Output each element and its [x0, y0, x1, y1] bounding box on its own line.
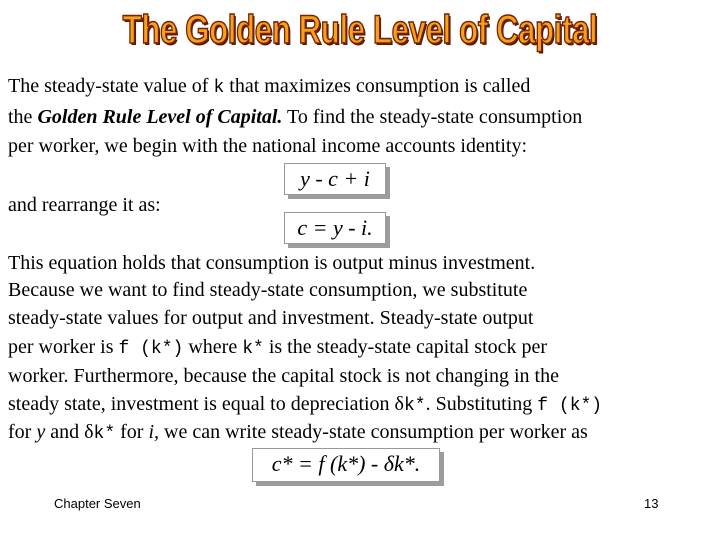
- math-fk: f (k*): [118, 339, 184, 359]
- math-y: y: [36, 421, 46, 443]
- text-span: for: [8, 421, 37, 443]
- text-span: is the steady-state capital stock per: [263, 336, 548, 358]
- equation-identity: y - c + i: [284, 163, 386, 195]
- text-span: the: [8, 106, 38, 128]
- text-span: . Substituting: [425, 393, 538, 415]
- math-i: i,: [148, 421, 160, 443]
- math-k: k*: [242, 339, 264, 359]
- math-k: k: [213, 78, 225, 98]
- body-line: per worker, we begin with the national income accounts identity:: [8, 135, 528, 157]
- body-line: [8, 335, 547, 361]
- equation-golden-rule: c* = f (k*) - δk*.: [252, 448, 440, 482]
- body-line: steady-state values for output and investment. Steady-state output: [8, 307, 534, 329]
- math-k: k*: [403, 396, 426, 416]
- body-line: [8, 74, 530, 100]
- body-line: worker. Furthermore, because the capital stock is not changing in the: [8, 365, 559, 387]
- body-line: Because we want to find steady-state consumption, we substitute: [8, 279, 528, 301]
- text-span: that maximizes consumption is called: [224, 75, 531, 97]
- rearrange-text: and rearrange it as:: [8, 194, 161, 216]
- body-line: [8, 420, 588, 446]
- text-span: where: [183, 336, 243, 358]
- body-line: [8, 105, 582, 129]
- page-number: 13: [644, 496, 659, 511]
- footer-chapter: Chapter Seven: [54, 496, 141, 511]
- text-span: The steady-state value of: [8, 75, 214, 97]
- slide-title: The Golden Rule Level of Capital: [122, 8, 598, 52]
- math-k: k*: [93, 424, 116, 444]
- text-span: we can write steady-state consumption per worker as: [159, 421, 588, 443]
- golden-rule-term: Golden Rule Level of Capital.: [37, 106, 283, 128]
- text-span: and δ: [45, 421, 94, 443]
- math-fk: f (k*): [537, 396, 603, 416]
- text-span: per worker is: [8, 336, 119, 358]
- body-line: [8, 392, 602, 418]
- text-span: steady state, investment is equal to depreciation δ: [8, 393, 404, 415]
- text-span: for: [115, 421, 149, 443]
- text-span: To find the steady-state consumption: [282, 106, 583, 128]
- body-line: This equation holds that consumption is output minus investment.: [8, 252, 536, 274]
- equation-consumption: c = y - i.: [284, 212, 386, 244]
